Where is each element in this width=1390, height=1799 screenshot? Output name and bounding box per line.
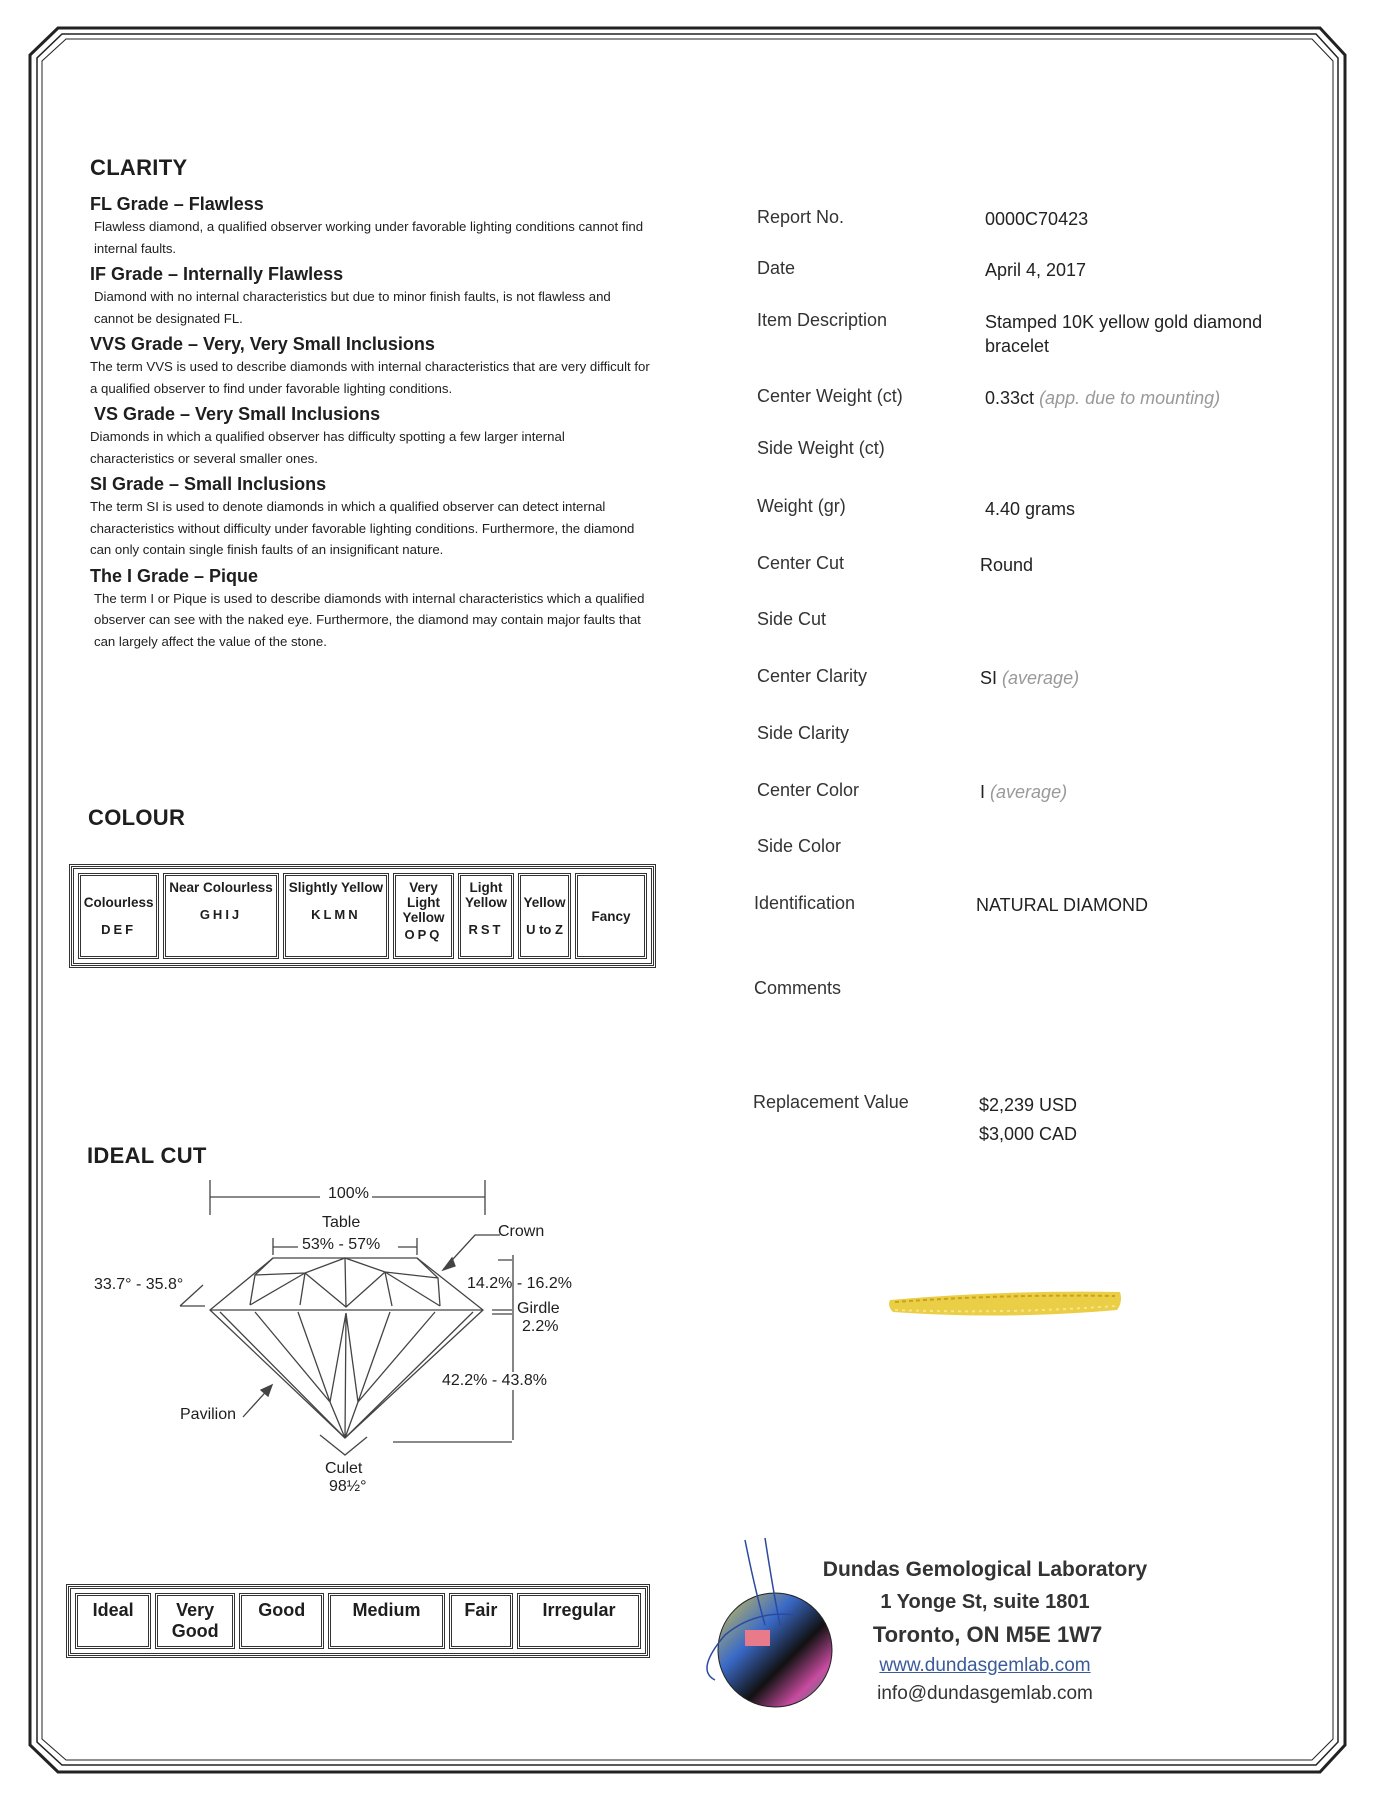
lab-website-link[interactable]: www.dundasgemlab.com [879,1655,1091,1676]
grade-text: Diamonds in which a qualified observer has difficulty spotting a few larger internal characteristics or several smaller ones. [90,429,565,466]
lab-email: info@dundasgemlab.com [877,1683,1093,1704]
cut-grade-cell: Good [239,1593,324,1649]
side-clarity-label: Side Clarity [757,723,850,743]
colour-cell: Near Colourless GHIJ [163,873,279,959]
side-color-label: Side Color [757,836,842,856]
crown-height-label: 14.2% - 16.2% [467,1275,572,1292]
crown-angle-label: 33.7° - 35.8° [94,1276,184,1293]
width-label: 100% [325,1185,372,1203]
center-weight-value: 0.33ct (app. due to mounting) [985,388,1221,408]
table-label: Table [322,1214,361,1231]
cut-grade-cell: Ideal [75,1593,151,1649]
date-label: Date [757,258,796,278]
lab-address-line1: 1 Yonge St, suite 1801 [880,1591,1090,1613]
lab-name: Dundas Gemological Laboratory [822,1558,1148,1581]
identification-label: Identification [754,893,856,913]
colour-cell: Slightly Yellow KLMN [283,873,389,959]
replacement-value-label: Replacement Value [753,1092,909,1112]
date-value: April 4, 2017 [985,260,1087,280]
colour-cell: Very Light Yellow OPQ [393,873,454,959]
weight-value: 4.40 grams [985,499,1076,519]
culet-label: Culet [325,1460,363,1477]
comments-label: Comments [754,978,842,998]
center-cut-label: Center Cut [757,553,845,573]
weight-label: Weight (gr) [757,496,846,516]
grade-text: The term VVS is used to describe diamonds with internal characteristics that are very difficult for a qualified observer to find under favorable lighting conditions. [90,359,650,396]
grade-text: The term SI is used to denote diamonds in which a qualified observer can detect internal characteristics without difficulty under favorable lighting conditions. Furthermore, the diamond can only contain single finish faults of an insignificant nature. [90,499,635,557]
diamond-diagram [80,1130,600,1510]
center-color-label: Center Color [757,780,860,800]
side-cut-label: Side Cut [757,609,827,629]
center-weight-label: Center Weight (ct) [757,386,903,406]
clarity-title: CLARITY [90,155,188,180]
report-no-value: 0000C70423 [985,209,1089,229]
girdle-value-label: 2.2% [522,1318,559,1335]
center-clarity-value: SI (average) [980,668,1080,688]
cut-grade-cell: Very Good [155,1593,235,1649]
center-clarity-label: Center Clarity [757,666,868,686]
grade-heading: VS Grade – Very Small Inclusions [94,404,381,424]
colour-cell: Colourless DEF [78,873,159,959]
replacement-value-cad: $3,000 CAD [979,1124,1078,1144]
colour-cell: Light Yellow RST [458,873,514,959]
center-color-note: (average) [990,782,1068,802]
ideal-cut-title: IDEAL CUT [87,1143,207,1168]
center-color-value: I (average) [980,782,1068,802]
girdle-label: Girdle [517,1300,560,1317]
grade-heading: The I Grade – Pique [90,565,259,586]
grade-text: The term I or Pique is used to describe diamonds with internal characteristics which a qualified observer can see with the naked eye. Furthermore, the diamond may contain major faults that can largely affect the value of the stone. [94,590,645,649]
cut-grade-table [68,1586,648,1656]
cut-grade-cell: Fair [449,1593,513,1649]
colour-cell: Fancy [575,873,647,959]
center-cut-value: Round [980,555,1034,575]
grade-text: Diamond with no internal characteristics but due to minor finish faults, is not flawless and cannot be designated FL. [94,289,611,326]
culet-angle-label: 98½° [329,1478,367,1495]
clarity-grades [90,192,650,655]
identification-value: NATURAL DIAMOND [976,895,1149,915]
center-clarity-note: (average) [1002,668,1080,688]
cut-grade-cell: Irregular [517,1593,641,1649]
pavilion-depth-label: 42.2% - 43.8% [442,1372,547,1389]
table-range-label: 53% - 57% [302,1236,381,1253]
grade-heading: VVS Grade – Very, Very Small Inclusions [90,334,435,354]
replacement-value-usd: $2,239 USD [979,1095,1078,1115]
colour-title: COLOUR [88,805,186,830]
pavilion-label: Pavilion [180,1406,237,1423]
item-description-label: Item Description [757,310,888,330]
grade-heading: SI Grade – Small Inclusions [90,474,327,494]
cut-grade-cell: Medium [328,1593,444,1649]
grade-text: Flawless diamond, a qualified observer working under favorable lighting conditions cannot find internal faults. [94,219,644,256]
center-weight-note: (app. due to mounting) [1039,388,1221,408]
colour-cell: Yellow U to Z [518,873,571,959]
lab-address-line2: Toronto, ON M5E 1W7 [872,1622,1103,1647]
crown-label: Crown [498,1223,545,1240]
colour-scale-table [71,866,654,966]
bracelet-photo [885,1280,1125,1330]
report-no-label: Report No. [757,207,845,227]
grade-heading: IF Grade – Internally Flawless [90,264,344,284]
item-description-value: Stamped 10K yellow gold diamond bracelet [985,312,1263,356]
grade-heading: FL Grade – Flawless [90,194,264,214]
side-weight-label: Side Weight (ct) [757,438,885,458]
